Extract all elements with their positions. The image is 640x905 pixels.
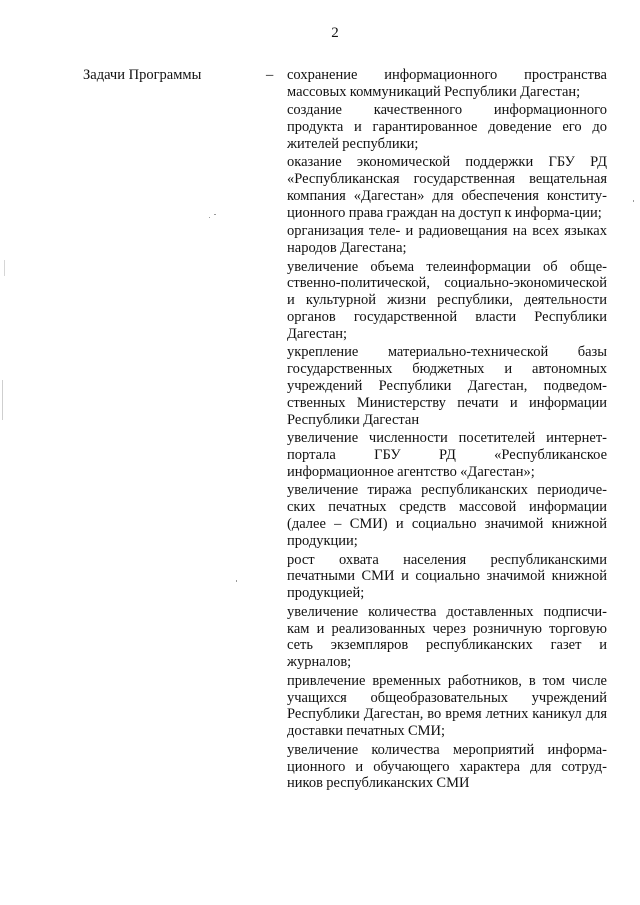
task-item: организация теле- и радиовещания на всех языках народов Дагестана;: [287, 223, 607, 257]
task-item: сохранение информационного пространства массовых коммуникаций Республики Дагестан;: [287, 67, 607, 100]
task-item: рост охвата населения республиканскими печатными СМИ и социально значимой книжной продукцией;: [287, 551, 607, 602]
scan-speck: [633, 200, 634, 202]
section-dash: –: [266, 67, 274, 83]
scan-speck: [209, 217, 210, 218]
task-item: увеличение тиража республиканских периодиче-ских печатных средств массовой информации (далее – СМИ) и социально значимой книжной продукции;: [287, 482, 607, 550]
task-item: увеличение количества доставленных подписчи-кам и реализованных через розничную торговую сеть экземпляров республиканских газет и журналов;: [287, 603, 607, 671]
task-item: оказание экономической поддержки ГБУ РД «Республиканская государственная вещательная компания «Дагестан» для обеспечения конститу-ционного права граждан на доступ к информа-ции;: [287, 154, 607, 222]
task-item: увеличение численности посетителей интернет-портала ГБУ РД «Республиканское информационное агентство «Дагестан»;: [287, 430, 607, 481]
scan-speck: [236, 580, 237, 582]
scan-speck: [2, 380, 3, 420]
task-list: [287, 67, 607, 794]
task-item: создание качественного информационного продукта и гарантированное доведение его до жителей республики;: [287, 102, 607, 153]
scan-speck: [214, 214, 216, 215]
task-item: увеличение объема телеинформации об обще-ственно-политической, социально-экономической и культурной жизни республики, деятельности органов государственной власти Республики Дагестан;: [287, 258, 607, 343]
page-number: 2: [331, 25, 339, 41]
task-item: укрепление материально-технической базы государственных бюджетных и автономных учреждений Республики Дагестан, подведом-ственных Министерству печати и информации Республики Дагестан: [287, 344, 607, 429]
task-item: привлечение временных работников, в том числе учащихся общеобразовательных учреждений Республики Дагестан, во время летних каникул для доставки печатных СМИ;: [287, 672, 607, 740]
section-label: Задачи Программы: [83, 67, 202, 83]
scan-speck: [4, 260, 5, 276]
task-item: увеличение количества мероприятий информа-ционного и обучающего характера для сотруд-ников республиканских СМИ: [287, 741, 607, 792]
